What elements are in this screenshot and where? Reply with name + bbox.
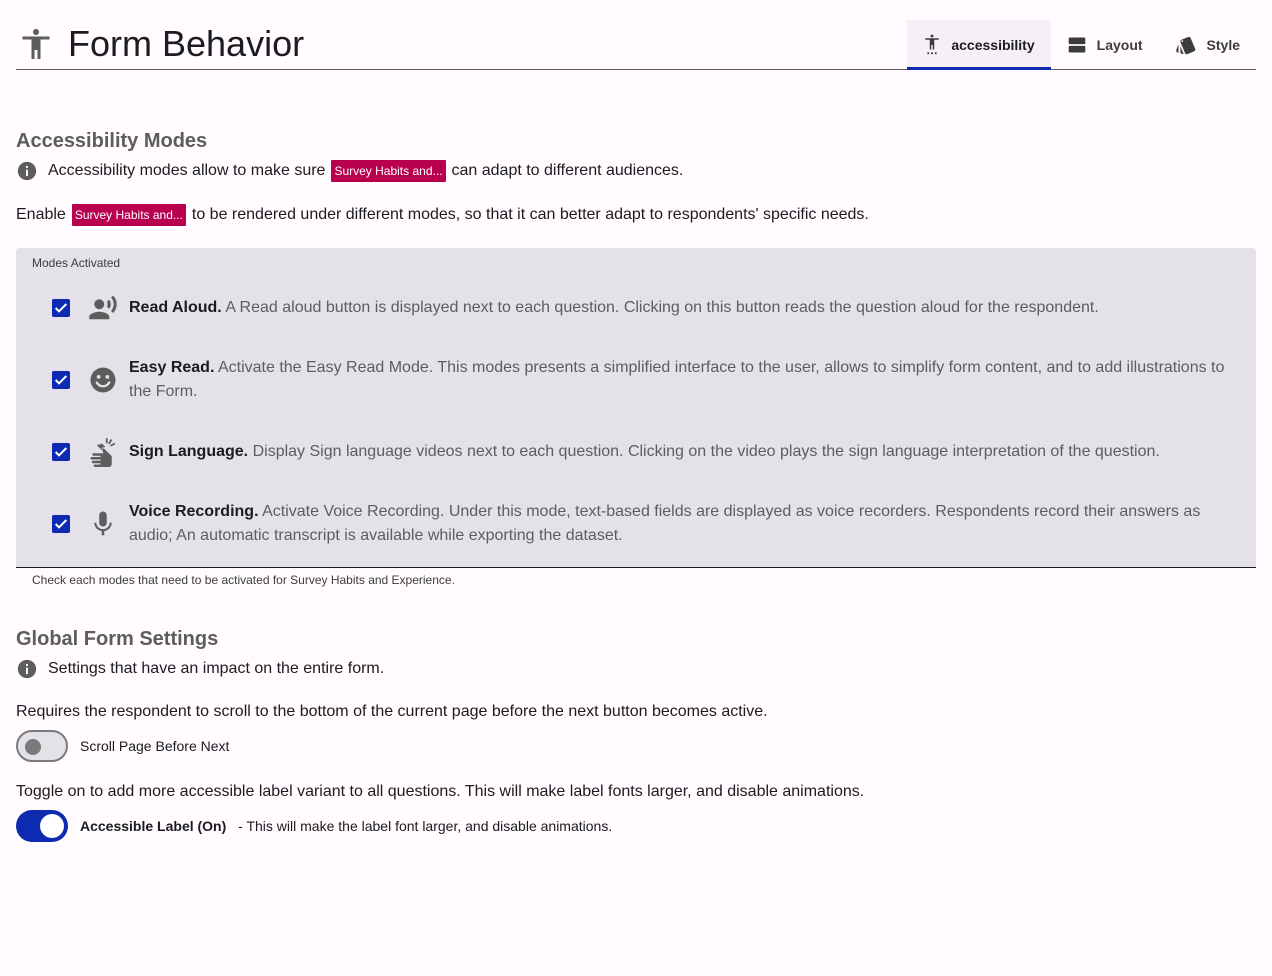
tab-bar xyxy=(907,20,1256,69)
toggle-knob xyxy=(25,739,41,755)
check-icon xyxy=(53,516,69,532)
mode-description: Activate Voice Recording. Under this mode, text-based fields are displayed as voice recorders. Respondents record their answers as audio; An automatic transcript is available while exporting the dataset. xyxy=(129,503,1201,544)
check-icon xyxy=(53,372,69,388)
sign-language-icon xyxy=(88,437,118,467)
scroll-page-toggle[interactable] xyxy=(16,730,68,762)
global-section-title: Global Form Settings xyxy=(16,628,219,650)
info-icon xyxy=(16,160,38,182)
tab-accessibility[interactable] xyxy=(907,20,1050,69)
record-voice-icon xyxy=(88,293,118,323)
accessible-label-description: Toggle on to add more accessible label variant to all questions. This will make label fonts larger, and disable animations. xyxy=(16,783,865,800)
form-name-chip: Survey Habits and... xyxy=(72,204,186,226)
scroll-page-label: Scroll Page Before Next xyxy=(80,738,230,754)
sign-language-text xyxy=(129,440,1242,464)
tab-label: accessibility xyxy=(951,36,1035,53)
mode-read-aloud xyxy=(52,294,1242,322)
easy-read-text xyxy=(129,356,1242,404)
easy-read-checkbox[interactable] xyxy=(52,371,70,389)
mode-easy-read xyxy=(52,354,1242,402)
accessible-label-label xyxy=(80,818,612,834)
modes-legend: Modes Activated xyxy=(32,256,121,270)
info-icon xyxy=(16,658,38,680)
voice-recording-text xyxy=(129,500,1242,548)
read-aloud-text xyxy=(129,296,1242,320)
style-icon xyxy=(1175,34,1197,56)
enable-text-prefix: Enable xyxy=(16,206,66,223)
accessibility-info xyxy=(16,160,683,182)
global-info xyxy=(16,658,384,680)
enable-description xyxy=(16,204,869,226)
microphone-icon xyxy=(88,509,118,539)
accessibility-icon xyxy=(18,26,54,62)
mode-description: A Read aloud button is displayed next to each question. Clicking on this button reads the question aloud for the respondent. xyxy=(225,299,1099,316)
smiley-icon xyxy=(88,365,118,395)
mode-voice-recording xyxy=(52,498,1242,546)
accessible-label-state: Accessible Label (On) xyxy=(80,818,227,834)
enable-text-suffix: to be rendered under different modes, so that it can better adapt to respondents' specific needs. xyxy=(191,206,869,223)
mode-sign-language xyxy=(52,438,1242,466)
form-name-chip: Survey Habits and... xyxy=(331,160,445,182)
accessibility-icon xyxy=(923,33,941,57)
mode-name: Voice Recording. xyxy=(129,503,259,520)
modes-panel xyxy=(16,248,1256,568)
tab-layout[interactable] xyxy=(1051,20,1159,69)
accessible-label-toggle[interactable] xyxy=(16,810,68,842)
read-aloud-checkbox[interactable] xyxy=(52,299,70,317)
voice-recording-checkbox[interactable] xyxy=(52,515,70,533)
layout-icon xyxy=(1067,35,1087,55)
tab-label: Style xyxy=(1206,36,1240,53)
mode-name: Read Aloud. xyxy=(129,299,222,316)
page-title: Form Behavior xyxy=(68,23,305,64)
scroll-description: Requires the respondent to scroll to the bottom of the current page before the next button becomes active. xyxy=(16,703,768,720)
mode-description: Activate the Easy Read Mode. This modes presents a simplified interface to the user, allows to simplify form content, and to add illustrations to the Form. xyxy=(129,359,1225,400)
sign-language-checkbox[interactable] xyxy=(52,443,70,461)
toggle-knob xyxy=(40,814,64,838)
check-icon xyxy=(53,300,69,316)
global-info-text: Settings that have an impact on the entire form. xyxy=(48,660,385,677)
tab-label: Layout xyxy=(1096,36,1143,53)
accessible-label-note: - This will make the label font larger, and disable animations. xyxy=(238,818,613,834)
accessibility-section-title: Accessibility Modes xyxy=(16,130,208,152)
mode-name: Easy Read. xyxy=(129,359,215,376)
page-header xyxy=(16,20,1256,70)
check-icon xyxy=(53,444,69,460)
tab-style[interactable] xyxy=(1159,20,1256,69)
mode-description: Display Sign language videos next to each question. Clicking on the video plays the sign language interpretation of the question. xyxy=(252,443,1160,460)
info-text-suffix: can adapt to different audiences. xyxy=(451,162,684,179)
info-text-prefix: Accessibility modes allow to make sure xyxy=(48,162,326,179)
modes-helper-text: Check each modes that need to be activated for Survey Habits and Experience. xyxy=(32,573,455,587)
mode-name: Sign Language. xyxy=(129,443,249,460)
